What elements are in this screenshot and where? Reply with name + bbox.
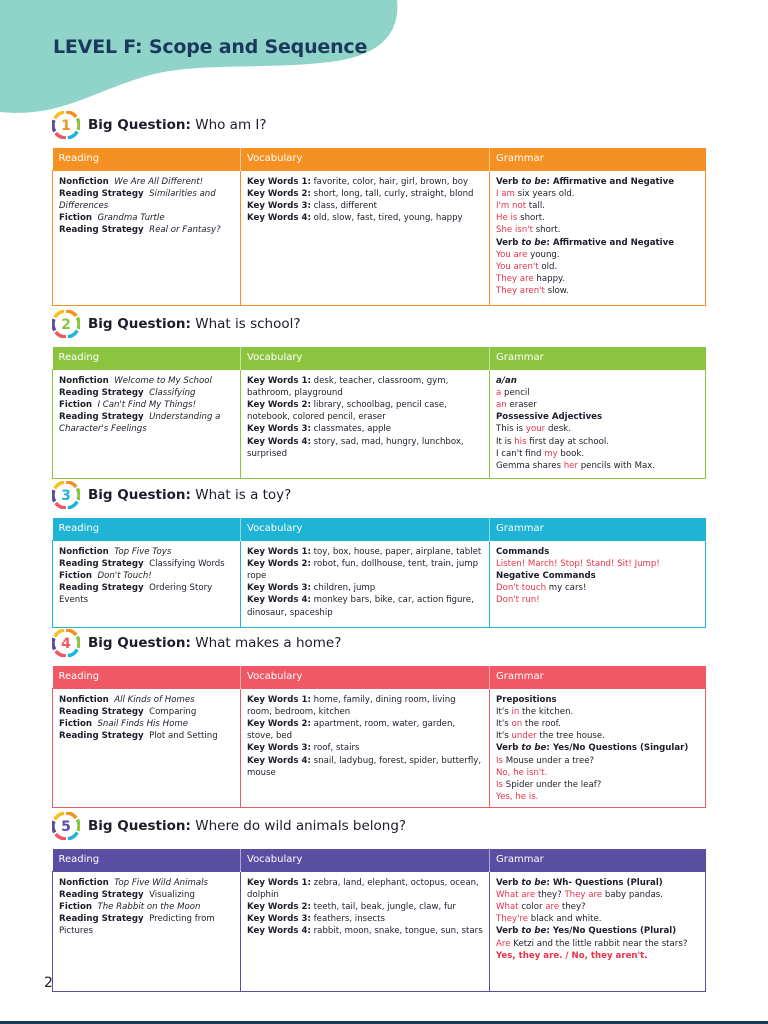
grammar-line: He is short. — [496, 213, 545, 224]
key-words-value: toy, box, house, paper, airplane, tablet — [310, 546, 482, 557]
key-words-label: Key Words 2: — [247, 399, 311, 410]
header-vocabulary: Vocabulary — [241, 666, 490, 688]
grammar-line: It's on the roof. — [496, 718, 561, 729]
key-words-label: Key Words 1: — [247, 877, 311, 888]
reading-item — [59, 730, 234, 742]
highlight-text: your — [525, 424, 546, 435]
grammar-line: They are happy. — [496, 274, 565, 285]
grammar-line: Verb to be: Affirmative and Negative — [496, 176, 675, 187]
grammar-cell — [490, 688, 706, 808]
unit-number-badge-icon — [52, 481, 80, 509]
grammar-line: What color are they? — [496, 901, 586, 912]
reading-item-label: Reading Strategy — [59, 914, 144, 925]
reading-item — [59, 411, 234, 435]
grammar-line — [496, 558, 699, 570]
big-question-text — [88, 316, 301, 332]
highlight-text: They are — [496, 274, 534, 285]
grammar-line: You aren't old. — [496, 261, 558, 272]
table-header-row — [53, 518, 706, 540]
reading-item-label: Reading Strategy — [59, 583, 144, 594]
grammar-line: Is Mouse under a tree? — [496, 755, 595, 766]
big-question-label: Big Question: — [88, 487, 191, 503]
grammar-line: They aren't slow. — [496, 286, 569, 297]
reading-item — [59, 901, 234, 913]
reading-item-value: Plot and Setting — [143, 731, 218, 742]
highlight-text: a — [496, 387, 502, 398]
unit-number: 4 — [61, 636, 71, 652]
header-vocabulary: Vocabulary — [241, 347, 490, 369]
key-words-item — [247, 200, 483, 212]
big-question-label: Big Question: — [88, 316, 191, 332]
header-grammar: Grammar — [490, 518, 706, 540]
reading-item-value: We Are All Different! — [108, 176, 204, 187]
reading-item-label: Fiction — [59, 213, 92, 224]
reading-item-label: Reading Strategy — [59, 889, 144, 900]
grammar-line: She isn't short. — [496, 225, 561, 236]
big-question-text — [88, 818, 406, 834]
key-words-label: Key Words 4: — [247, 436, 311, 447]
vocabulary-cell — [241, 871, 490, 991]
unit-number-badge-icon — [52, 310, 80, 338]
grammar-line: This is your desk. — [496, 424, 571, 435]
reading-item — [59, 212, 234, 224]
big-question-label: Big Question: — [88, 818, 191, 834]
reading-item-value: Comparing — [143, 706, 197, 717]
key-words-item — [247, 925, 483, 937]
reading-item — [59, 889, 234, 901]
key-words-value: short, long, tall, curly, straight, blond — [310, 188, 474, 199]
reading-item — [59, 718, 234, 730]
highlight-text: They aren't — [496, 286, 545, 297]
unit-section-5 — [52, 812, 705, 992]
key-words-label: Key Words 1: — [247, 694, 311, 705]
reading-item-value: Grandma Turtle — [92, 213, 165, 224]
table-header-row — [53, 849, 706, 871]
vocabulary-cell — [241, 540, 490, 627]
header-grammar: Grammar — [490, 347, 706, 369]
header-reading: Reading — [53, 518, 241, 540]
grammar-line: It's under the tree house. — [496, 731, 605, 742]
reading-item-label: Nonfiction — [59, 375, 109, 386]
reading-item-value: The Rabbit on the Moon — [92, 901, 201, 912]
key-words-label: Key Words 3: — [247, 914, 311, 925]
reading-item-label: Nonfiction — [59, 176, 109, 187]
grammar-line: Verb to be: Yes/No Questions (Singular) — [496, 743, 689, 754]
reading-item — [59, 188, 234, 212]
key-words-value: story, sad, mad, hungry, lunchbox, surprised — [247, 436, 464, 459]
reading-cell — [53, 540, 241, 627]
big-question-text — [88, 117, 267, 133]
key-words-label: Key Words 2: — [247, 718, 311, 729]
big-question — [52, 629, 705, 659]
reading-item-value: Similarities and Differences — [59, 188, 216, 211]
unit-number-badge-icon — [52, 111, 80, 139]
key-words-value: zebra, land, elephant, octopus, ocean, dolphin — [247, 877, 479, 900]
key-words-item — [247, 375, 483, 399]
highlight-text: Don't touch — [496, 583, 547, 594]
header-reading: Reading — [53, 666, 241, 688]
reading-item-value: Don't Touch! — [92, 570, 152, 581]
key-words-label: Key Words 3: — [247, 583, 311, 594]
reading-item-label: Reading Strategy — [59, 387, 144, 398]
reading-item-label: Nonfiction — [59, 877, 109, 888]
table-header-row — [53, 347, 706, 369]
key-words-label: Key Words 3: — [247, 200, 311, 211]
reading-item — [59, 224, 234, 236]
highlight-text: Are — [496, 938, 511, 949]
big-question-label: Big Question: — [88, 117, 191, 133]
highlight-text: They're — [496, 914, 529, 925]
grammar-line: They're black and white. — [496, 914, 602, 925]
key-words-value: monkey bars, bike, car, action figure, dinosaur, spaceship — [247, 595, 474, 618]
big-question-value: Who am I? — [190, 117, 267, 133]
header-grammar: Grammar — [490, 849, 706, 871]
highlight-text: Don't run! — [496, 595, 540, 606]
vocabulary-cell — [241, 369, 490, 478]
key-words-item — [247, 901, 483, 913]
key-words-item — [247, 755, 483, 779]
header-reading: Reading — [53, 148, 241, 170]
highlight-text: What — [496, 901, 519, 912]
header-grammar: Grammar — [490, 666, 706, 688]
highlight-text: You are — [496, 249, 528, 260]
highlight-text: Yes, they are. / No, they aren't. — [496, 950, 648, 961]
reading-item — [59, 694, 234, 706]
grammar-cell — [490, 369, 706, 478]
key-words-value: desk, teacher, classroom, gym, bathroom, playground — [247, 375, 449, 398]
grammar-line: It is his first day at school. — [496, 436, 609, 447]
reading-item-value: Classifying Words — [143, 558, 225, 569]
grammar-line: a pencil — [496, 387, 530, 398]
highlight-text: I am — [496, 188, 515, 199]
scope-table — [52, 849, 706, 992]
grammar-cell — [490, 170, 706, 305]
big-question — [52, 481, 705, 511]
key-words-label: Key Words 4: — [247, 213, 311, 224]
big-question-value: What is school? — [190, 316, 301, 332]
reading-item-value: Ordering Story Events — [59, 583, 213, 606]
page-number: 2 — [44, 975, 53, 991]
key-words-label: Key Words 4: — [247, 926, 311, 937]
key-words-item — [247, 423, 483, 435]
unit-number-badge-icon — [52, 629, 80, 657]
reading-item-value: Welcome to My School — [108, 375, 212, 386]
key-words-item — [247, 546, 483, 558]
reading-item-value: Classifying — [143, 387, 196, 398]
unit-number-badge-icon — [52, 812, 80, 840]
highlight-text: in — [511, 706, 520, 717]
key-words-value: teeth, tail, beak, jungle, claw, fur — [310, 901, 456, 912]
reading-item-value: All Kinds of Homes — [108, 694, 195, 705]
grammar-line — [496, 594, 699, 606]
key-words-item — [247, 436, 483, 460]
key-words-value: home, family, dining room, living room, bedroom, kitchen — [247, 694, 456, 717]
highlight-text: Is — [496, 779, 504, 790]
header-vocabulary: Vocabulary — [241, 849, 490, 871]
reading-item — [59, 913, 234, 937]
header-vocabulary: Vocabulary — [241, 518, 490, 540]
grammar-line: Are Ketzi and the little rabbit near the stars? — [496, 938, 688, 949]
grammar-cell — [490, 540, 706, 627]
reading-item-value: Predicting from Pictures — [59, 914, 215, 937]
grammar-line: Verb to be: Yes/No Questions (Plural) — [496, 926, 677, 937]
reading-item-label: Fiction — [59, 901, 92, 912]
highlight-text: What are — [496, 889, 536, 900]
table-row — [53, 871, 706, 991]
highlight-text: are — [545, 901, 560, 912]
highlight-text: his — [514, 436, 527, 447]
big-question-text — [88, 635, 341, 651]
grammar-line: It's in the kitchen. — [496, 706, 574, 717]
big-question — [52, 812, 705, 842]
header-vocabulary: Vocabulary — [241, 148, 490, 170]
grammar-line: Don't touch my cars! — [496, 583, 587, 594]
key-words-item — [247, 176, 483, 188]
reading-item-label: Fiction — [59, 570, 92, 581]
table-header-row — [53, 148, 706, 170]
key-words-item — [247, 694, 483, 718]
big-question-text — [88, 487, 291, 503]
reading-item-label: Fiction — [59, 718, 92, 729]
reading-item-label: Reading Strategy — [59, 225, 144, 236]
key-words-item — [247, 558, 483, 582]
key-words-label: Key Words 1: — [247, 176, 311, 187]
highlight-text: You aren't — [496, 261, 539, 272]
reading-item-label: Reading Strategy — [59, 706, 144, 717]
reading-item-label: Nonfiction — [59, 694, 109, 705]
key-words-item — [247, 913, 483, 925]
highlight-text: an — [496, 399, 507, 410]
unit-section-4 — [52, 629, 705, 808]
reading-item — [59, 558, 234, 570]
highlight-text: I'm not — [496, 200, 527, 211]
key-words-item — [247, 212, 483, 224]
highlight-text: They are — [564, 889, 603, 900]
vocabulary-cell — [241, 688, 490, 808]
highlight-text: Listen! March! Stop! Stand! Sit! Jump! — [496, 558, 660, 569]
grammar-line — [496, 767, 699, 779]
key-words-value: rabbit, moon, snake, tongue, sun, stars — [310, 926, 483, 937]
highlight-text: on — [511, 718, 523, 729]
grammar-line: an eraser — [496, 399, 537, 410]
table-row — [53, 540, 706, 627]
big-question-value: What makes a home? — [190, 635, 342, 651]
grammar-line: Prepositions — [496, 694, 557, 705]
reading-item — [59, 375, 234, 387]
header-reading: Reading — [53, 347, 241, 369]
reading-item — [59, 570, 234, 582]
reading-item-label: Reading Strategy — [59, 558, 144, 569]
key-words-item — [247, 877, 483, 901]
reading-item-value: Real or Fantasy? — [143, 225, 221, 236]
reading-item — [59, 399, 234, 411]
table-row — [53, 170, 706, 305]
key-words-value: roof, stairs — [310, 743, 360, 754]
key-words-value: robot, fun, dollhouse, tent, train, jump rope — [247, 558, 479, 581]
key-words-item — [247, 582, 483, 594]
grammar-line: Is Spider under the leaf? — [496, 779, 602, 790]
reading-item-label: Reading Strategy — [59, 412, 144, 423]
key-words-label: Key Words 4: — [247, 595, 311, 606]
key-words-value: class, different — [310, 200, 377, 211]
grammar-line: Verb to be: Wh- Questions (Plural) — [496, 877, 663, 888]
reading-item — [59, 176, 234, 188]
highlight-text: Is — [496, 755, 504, 766]
grammar-line: Verb to be: Affirmative and Negative — [496, 237, 675, 248]
scope-table — [52, 518, 706, 628]
key-words-value: snail, ladybug, forest, spider, butterfly, mouse — [247, 755, 482, 778]
key-words-label: Key Words 3: — [247, 743, 311, 754]
grammar-line — [496, 950, 699, 962]
key-words-label: Key Words 3: — [247, 424, 311, 435]
highlight-text: her — [563, 460, 578, 471]
table-row — [53, 688, 706, 808]
reading-item-value: Understanding a Character's Feelings — [59, 412, 221, 435]
reading-cell — [53, 369, 241, 478]
key-words-value: library, schoolbag, pencil case, notebook, colored pencil, eraser — [247, 399, 447, 423]
reading-item-value: Top Five Wild Animals — [108, 877, 208, 888]
key-words-value: feathers, insects — [310, 914, 385, 925]
table-header-row — [53, 666, 706, 688]
reading-item — [59, 706, 234, 718]
unit-number: 5 — [61, 819, 71, 835]
key-words-label: Key Words 2: — [247, 558, 311, 569]
header-decoration — [0, 0, 400, 120]
reading-item — [59, 877, 234, 889]
key-words-label: Key Words 1: — [247, 375, 311, 386]
key-words-item — [247, 188, 483, 200]
key-words-item — [247, 742, 483, 754]
big-question — [52, 111, 705, 141]
grammar-line: a/an — [496, 375, 517, 386]
highlight-text: Yes, he is. — [496, 792, 539, 803]
key-words-value: apartment, room, water, garden, stove, bed — [247, 718, 456, 742]
reading-item-label: Nonfiction — [59, 546, 109, 557]
key-words-value: favorite, color, hair, girl, brown, boy — [310, 176, 469, 187]
highlight-text: She isn't — [496, 225, 533, 236]
big-question — [52, 310, 705, 340]
highlight-text: He is — [496, 213, 518, 224]
key-words-value: classmates, apple — [310, 424, 392, 435]
reading-item — [59, 387, 234, 399]
big-question-label: Big Question: — [88, 635, 191, 651]
reading-cell — [53, 871, 241, 991]
unit-number: 2 — [61, 317, 71, 333]
key-words-label: Key Words 2: — [247, 188, 311, 199]
unit-number: 3 — [61, 488, 71, 504]
big-question-value: Where do wild animals belong? — [190, 818, 407, 834]
table-row — [53, 369, 706, 478]
key-words-item — [247, 718, 483, 742]
big-question-value: What is a toy? — [190, 487, 292, 503]
key-words-item — [247, 594, 483, 618]
highlight-text: my — [544, 448, 558, 459]
grammar-line: I can't find my book. — [496, 448, 585, 459]
unit-section-2 — [52, 310, 705, 479]
grammar-line: What are they? They are baby pandas. — [496, 889, 663, 900]
page-title: LEVEL F: Scope and Sequence — [53, 36, 368, 58]
grammar-cell — [490, 871, 706, 991]
reading-cell — [53, 688, 241, 808]
grammar-line: I am six years old. — [496, 188, 575, 199]
grammar-line: Possessive Adjectives — [496, 412, 603, 423]
grammar-line: Gemma shares her pencils with Max. — [496, 460, 656, 471]
reading-item-label: Reading Strategy — [59, 188, 144, 199]
highlight-text: No, he isn't. — [496, 767, 548, 778]
unit-section-3 — [52, 481, 705, 628]
grammar-line: Negative Commands — [496, 570, 596, 581]
vocabulary-cell — [241, 170, 490, 305]
unit-section-1 — [52, 111, 705, 306]
highlight-text: under — [511, 731, 537, 742]
reading-item-label: Reading Strategy — [59, 731, 144, 742]
scope-table — [52, 148, 706, 306]
reading-item-value: Top Five Toys — [108, 546, 172, 557]
unit-number: 1 — [61, 118, 71, 134]
reading-item — [59, 582, 234, 606]
key-words-item — [247, 399, 483, 423]
reading-item-value: I Can't Find My Things! — [92, 399, 197, 410]
scope-table — [52, 347, 706, 479]
key-words-label: Key Words 4: — [247, 755, 311, 766]
scope-table — [52, 666, 706, 808]
reading-item — [59, 546, 234, 558]
grammar-line — [496, 791, 699, 803]
reading-item-value: Visualizing — [143, 889, 195, 900]
key-words-label: Key Words 1: — [247, 546, 311, 557]
reading-cell — [53, 170, 241, 305]
key-words-label: Key Words 2: — [247, 901, 311, 912]
key-words-value: old, slow, fast, tired, young, happy — [310, 213, 463, 224]
grammar-line: I'm not tall. — [496, 200, 545, 211]
header-reading: Reading — [53, 849, 241, 871]
header-grammar: Grammar — [490, 148, 706, 170]
key-words-value: children, jump — [310, 583, 376, 594]
grammar-line: You are young. — [496, 249, 560, 260]
reading-item-value: Snail Finds His Home — [92, 718, 189, 729]
grammar-line: Commands — [496, 546, 550, 557]
reading-item-label: Fiction — [59, 399, 92, 410]
